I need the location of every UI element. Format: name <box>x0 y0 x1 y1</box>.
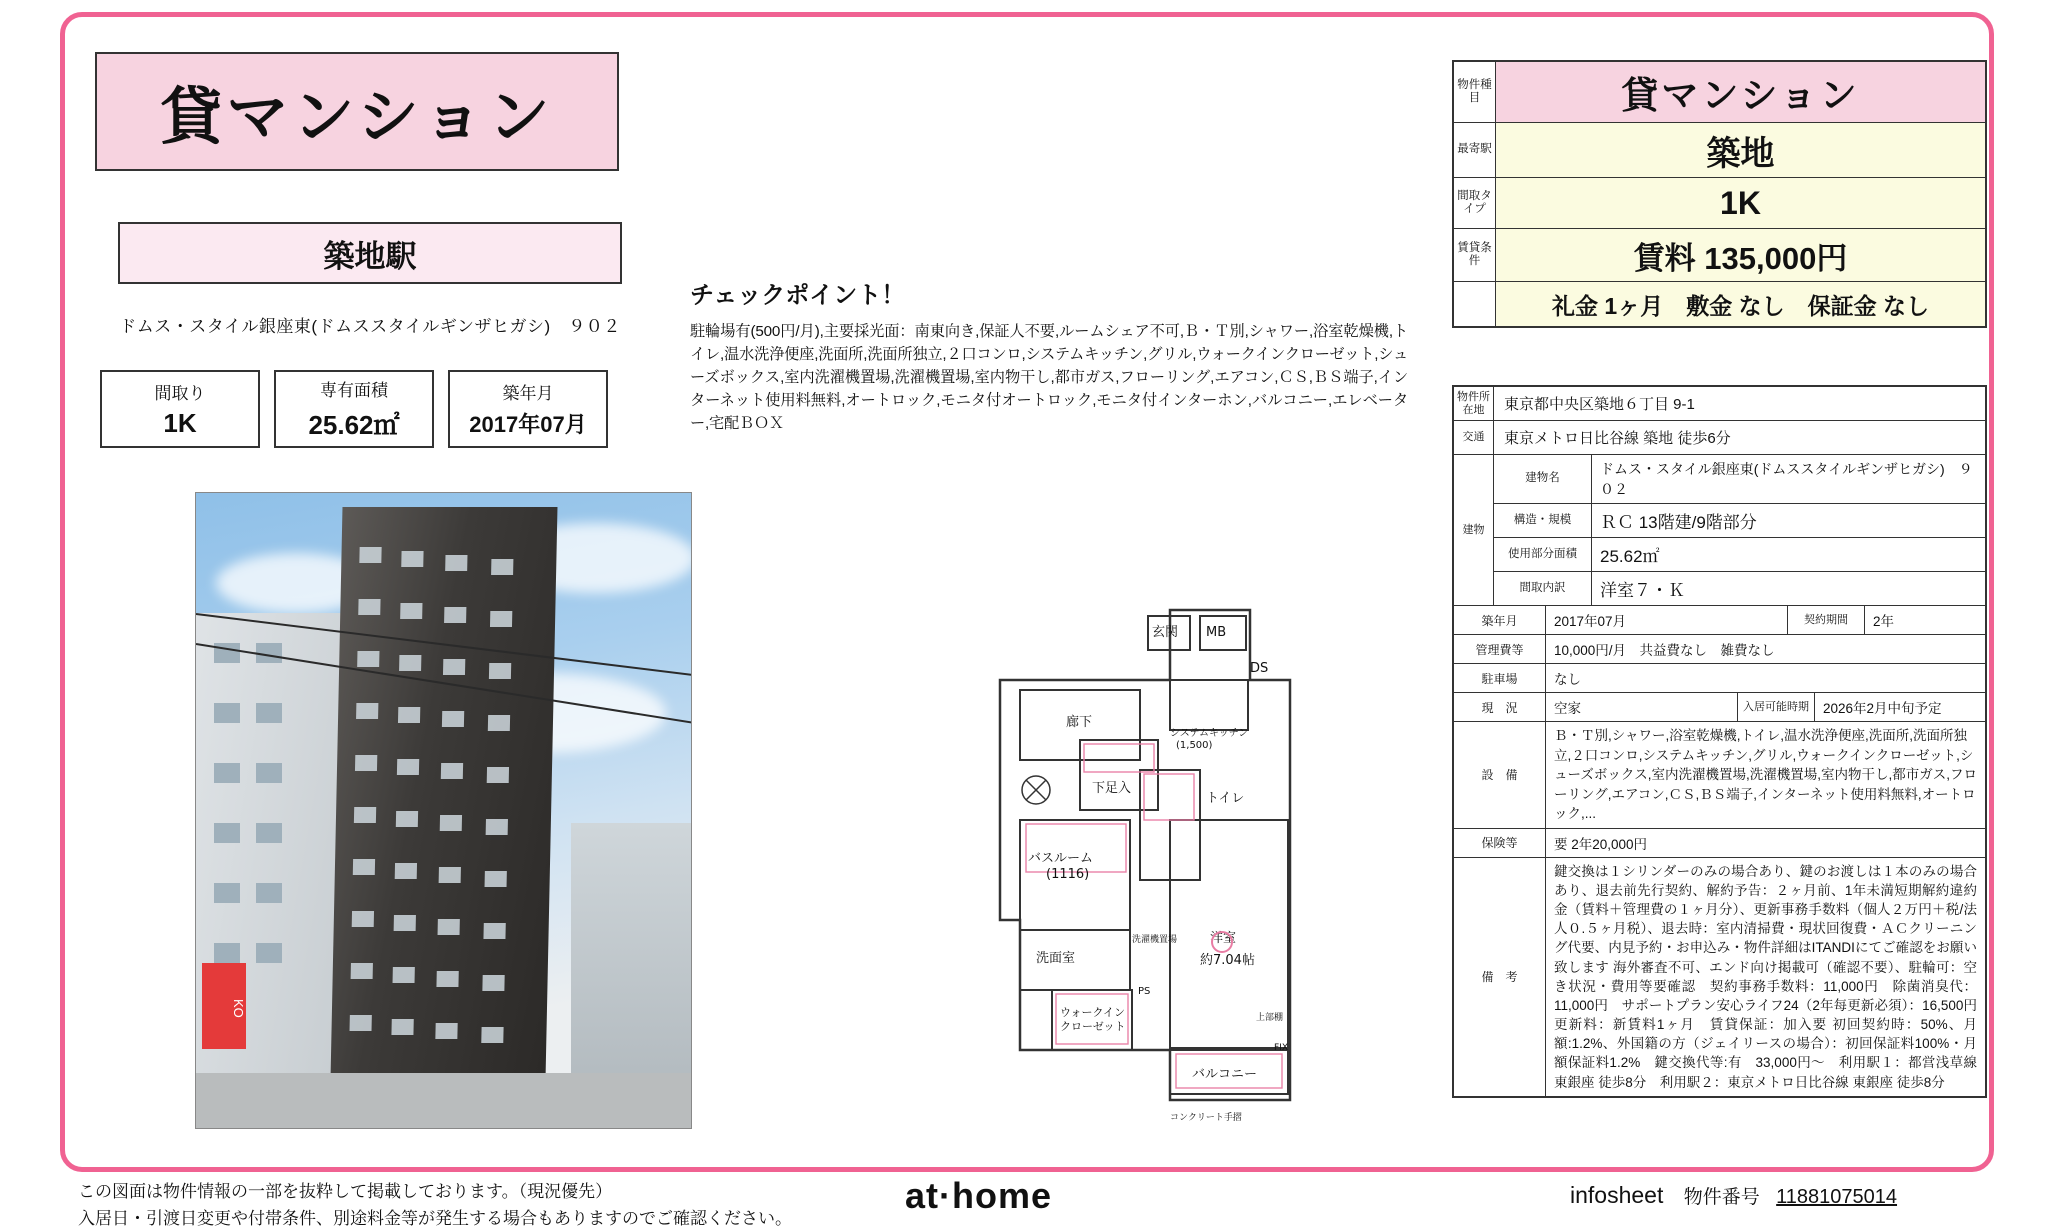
svg-text:コンクリート手摺: コンクリート手摺 <box>1170 1113 1242 1123</box>
building-value-name: ドムス・スタイル銀座東(ドムススタイルギンザヒガシ) ９０２ <box>1600 461 1973 497</box>
detail-row-remarks <box>1454 858 1991 1096</box>
detail-key-insurance: 保険等 <box>1454 829 1546 857</box>
spec-area-label: 専有面積 <box>320 381 388 400</box>
spec-row <box>100 370 608 448</box>
building-key-name: 建物名 <box>1494 455 1592 503</box>
building-row-rooms <box>1494 572 1985 605</box>
building-value-rooms: 洋室７・Ｋ <box>1600 581 1685 600</box>
detail-row-address <box>1454 387 1985 421</box>
detail-row-status <box>1454 693 1985 722</box>
detail-row-insurance <box>1454 829 1985 858</box>
spec-layout-label: 間取り <box>154 384 206 403</box>
svg-text:洗面室: 洗面室 <box>1036 951 1076 966</box>
summary-value-type: 貸マンション <box>1496 62 1985 122</box>
svg-text:洋室: 洋室 <box>1210 931 1237 946</box>
detail-row-mgmt <box>1454 635 1985 664</box>
summary-value-station: 築地 <box>1496 123 1985 177</box>
building-key-area: 使用部分面積 <box>1494 538 1592 571</box>
detail-row-access <box>1454 421 1985 455</box>
summary-value-layout: 1K <box>1496 178 1985 228</box>
photo-ground <box>196 1073 691 1128</box>
svg-text:ウォークイン: ウォークイン <box>1060 1006 1126 1019</box>
property-type-box <box>95 52 619 171</box>
detail-value-parking: なし <box>1554 672 1581 687</box>
property-no-value: 11881075014 <box>1776 1186 1898 1208</box>
svg-text:(1116): (1116) <box>1046 867 1090 882</box>
detail-row-built <box>1454 606 1985 635</box>
spec-area-value: 25.62㎡ <box>308 410 400 440</box>
svg-text:バルコニー: バルコニー <box>1192 1067 1258 1082</box>
building-row-name <box>1494 455 1985 504</box>
svg-text:廊下: 廊下 <box>1066 715 1093 730</box>
summary-row-station <box>1454 123 1985 178</box>
spec-area <box>274 370 434 448</box>
detail-value-built: 2017年07月 <box>1554 614 1627 629</box>
detail-value-access: 東京メトロ日比谷線 築地 徒歩6分 <box>1504 430 1731 447</box>
detail-row-building <box>1454 455 1985 606</box>
svg-text:約7.04帖: 約7.04帖 <box>1200 953 1255 968</box>
svg-text:トイレ: トイレ <box>1206 791 1245 806</box>
main-building <box>330 507 558 1127</box>
spec-built-value: 2017年07月 <box>469 412 587 437</box>
spec-built-label: 築年月 <box>502 384 554 403</box>
svg-text:玄関: 玄関 <box>1152 625 1179 640</box>
building-key-rooms: 間取内訳 <box>1494 572 1592 605</box>
detail-value-equip: Ｂ・Ｔ別,シャワー,浴室乾燥機,トイレ,温水洗浄便座,洗面所,洗面所独立,２口コンロ,システムキッチン,グリル,ウォークインクローゼット,シューズボックス,室内洗濯機置場,洗濯機置場,室内物干し,都市ガス,フローリング,エアコン,ＣＳ,ＢＳ端子,インターネット使用料無料,オートロック,... <box>1554 728 1977 822</box>
station-box <box>118 222 622 284</box>
floor-plan <box>870 490 1410 1130</box>
summary-key-rent: 賃貸条件 <box>1454 229 1496 281</box>
station-label: 築地駅 <box>323 238 417 274</box>
summary-value-deposit: 礼金 1ヶ月 敷金 なし 保証金 なし <box>1496 282 1985 326</box>
detail-value-contract: 2年 <box>1873 614 1895 629</box>
detail-row-equip <box>1454 722 1985 829</box>
detail-value-movein: 2026年2月中旬予定 <box>1823 701 1942 716</box>
detail-key-contract: 契約期間 <box>1787 606 1865 634</box>
svg-text:DS: DS <box>1250 661 1269 676</box>
detail-key-building: 建物 <box>1454 455 1494 605</box>
summary-value-rent: 賃料 135,000円 <box>1496 229 1985 281</box>
svg-text:FIX: FIX <box>1274 1043 1288 1053</box>
svg-text:洗濯機置場: 洗濯機置場 <box>1132 935 1178 945</box>
building-name: ドムス・スタイル銀座東(ドムススタイルギンザヒガシ) ９０２ <box>119 317 621 336</box>
detail-value-status: 空家 <box>1554 701 1581 716</box>
detail-value-mgmt: 10,000円/月 共益費なし 雑費なし <box>1554 643 1775 658</box>
footer-note-2: 入居日・引渡日変更や付帯条件、別途料金等が発生する場合もありますのでご確認ください。 <box>78 1209 792 1228</box>
detail-row-parking <box>1454 664 1985 693</box>
detail-value-address: 東京都中央区築地６丁目 9-1 <box>1504 396 1695 413</box>
detail-key-movein: 入居可能時期 <box>1737 693 1815 721</box>
athome-logo: at·home <box>905 1175 1053 1216</box>
svg-text:PS: PS <box>1138 986 1151 997</box>
building-photo <box>195 492 692 1129</box>
summary-key-deposit <box>1454 282 1496 326</box>
building-key-structure: 構造・規模 <box>1494 504 1592 537</box>
detail-key-access: 交通 <box>1454 421 1494 454</box>
svg-text:(1,500): (1,500) <box>1176 740 1213 751</box>
checkpoint-title: チェックポイント！ <box>690 282 906 309</box>
svg-text:クローゼット: クローゼット <box>1060 1020 1126 1033</box>
infosheet-label: infosheet <box>1570 1182 1664 1208</box>
svg-text:上部棚: 上部棚 <box>1256 1013 1284 1023</box>
summary-row-rent <box>1454 229 1985 282</box>
detail-table <box>1452 385 1991 1098</box>
svg-text:バスルーム: バスルーム <box>1028 851 1094 866</box>
detail-key-remarks: 備 考 <box>1454 858 1546 1096</box>
svg-text:システムキッチン: システムキッチン <box>1170 728 1249 739</box>
detail-key-status: 現 況 <box>1454 693 1546 721</box>
svg-text:MB: MB <box>1206 625 1227 640</box>
summary-row-layout <box>1454 178 1985 229</box>
adjacent-building <box>196 613 346 1128</box>
spec-built <box>448 370 608 448</box>
summary-row-type <box>1454 62 1985 123</box>
summary-table <box>1452 60 1987 328</box>
property-type-title: 貸マンション <box>160 80 554 153</box>
property-no-label: 物件番号 <box>1683 1187 1760 1208</box>
summary-key-type: 物件種目 <box>1454 62 1496 122</box>
svg-text:下足入: 下足入 <box>1092 781 1132 796</box>
building-row-structure <box>1494 504 1985 538</box>
building-value-structure: ＲＣ 13階建/9階部分 <box>1600 513 1757 532</box>
detail-value-remarks: 鍵交換は１シリンダーのみの場合あり、鍵のお渡しは１本のみの場合あり、退去前先行契約、解約予告：２ヶ月前、1年未満短期解約違約金（賃料＋管理費の１ヶ月分）、更新事務手数料（個人２万円＋税/法人０.５ヶ月税）、退去時：室内清掃費・現状回復費・ＡＣクリーニング代要、内見予約・お申込み・物件詳細はITANDIにてご確認をお願い致します 海外審査不可、エンド向け掲載可（確認不要）、駐輪可：空き状況・費用等要確認 契約事務手数料：11,000円 除菌消臭代：11,000円 サポートプラン安心ライフ24（2年每更新必須）：16,500円 更新料：新賃料1ヶ月 賃貸保証：加入要 初回契約時：50%、月額:1.2%、外国籍の方（ジェイリースの場合）：初回保証料100%・月額保証料1.2% 鍵交換代等:有 33,000円〜 利用駅１：都営浅草線 東銀座 徒歩8分 利用駅２：東京メトロ日比谷線 東銀座 徒歩8分 <box>1554 863 1991 1090</box>
footer-note-1: この図面は物件情報の一部を抜粋して掲載しております。（現況優先） <box>78 1182 613 1201</box>
summary-key-layout: 間取タイプ <box>1454 178 1496 228</box>
detail-key-equip: 設 備 <box>1454 722 1546 828</box>
checkpoint-body: 駐輪場有(500円/月),主要採光面：南東向き,保証人不要,ルームシェア不可,Ｂ・Ｔ別,シャワー,浴室乾燥機,トイレ,温水洗浄便座,洗面所,洗面所独立,２口コンロ,システムキッチン,グリル,ウォークインクローゼット,シューズボックス,室内洗濯機置場,洗濯機置場,室内物干し,都市ガス,フローリング,エアコン,ＣＳ,ＢＳ端子,インターネット使用料無料,オートロック,モニタ付オートロック,モニタ付インターホン,バルコニー,エレベーター,宅配ＢＯＸ <box>690 323 1408 433</box>
summary-row-deposit <box>1454 282 1985 326</box>
building-row-area <box>1494 538 1985 572</box>
detail-value-insurance: 要 2年20,000円 <box>1554 836 1648 852</box>
detail-key-parking: 駐車場 <box>1454 664 1546 692</box>
street-sign: KO <box>202 963 246 1049</box>
detail-key-built: 築年月 <box>1454 606 1546 634</box>
detail-key-mgmt: 管理費等 <box>1454 635 1546 663</box>
infosheet-footer <box>1570 1182 1897 1209</box>
spec-layout <box>100 370 260 448</box>
detail-key-address: 物件所在地 <box>1454 387 1494 420</box>
building-value-area: 25.62㎡ <box>1600 547 1660 566</box>
summary-key-station: 最寄駅 <box>1454 123 1496 177</box>
spec-layout-value: 1K <box>163 408 197 438</box>
